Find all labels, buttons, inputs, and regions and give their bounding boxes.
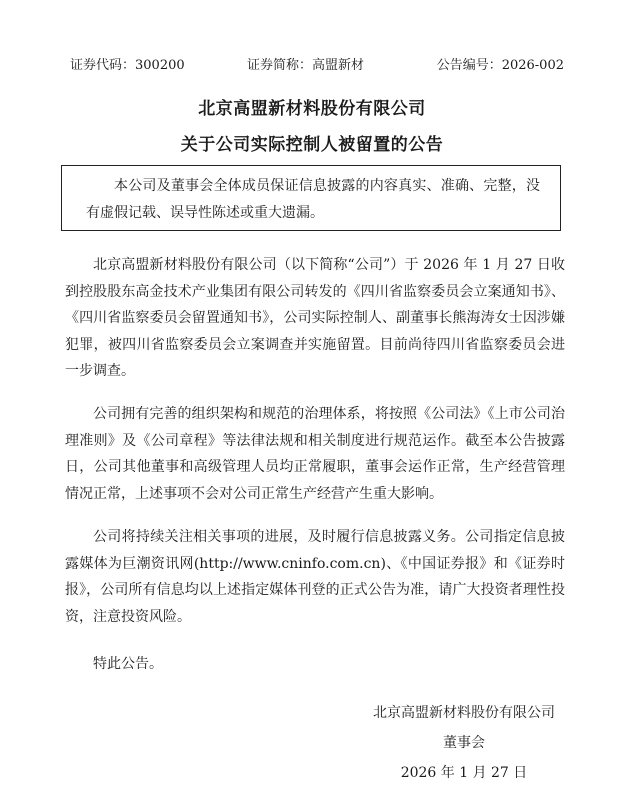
stock-code: 证券代码：300200 — [70, 58, 185, 73]
company-title: 北京高盟新材料股份有限公司 — [198, 99, 426, 119]
body-paragraph-2: 公司拥有完善的组织架构和规范的治理体系，将按照《公司法》《上市公司治理准则》及《公司章程》等法律法规和相关制度进行规范运作。截至本公告披露日，公司其他董事和高级管理人员均正常履职，董事会运作正常，生产经营管理情况正常，上述事项不会对公司正常生产经营产生重大影响。 — [65, 406, 565, 502]
body-paragraph-1: 北京高盟新材料股份有限公司（以下简称“公司”）于 2026 年 1 月 27 日收到控股股东高金技术产业集团有限公司转发的《四川省监察委员会立案通知书》、《四川省监察委员会留置通知书》，公司实际控制人、副董事长熊海涛女士因涉嫌犯罪，被四川省监察委员会立案调查并实施留置。目前尚待四川省监察委员会进一步调查。 — [65, 257, 565, 379]
closing-statement: 特此公告。 — [93, 656, 163, 672]
signature-board: 董事会 — [443, 735, 485, 751]
body-paragraph-3: 公司将持续关注相关事项的进展，及时履行信息披露义务。公司指定信息披露媒体为巨潮资讯网(http://www.cninfo.com.cn)、《中国证券报》和《证券时报》，公司所有信息均以上述指定媒体刊登的正式公告为准，请广大投资者理性投资，注意投资风险。 — [65, 529, 565, 625]
announcement-title: 关于公司实际控制人被留置的公告 — [180, 135, 444, 155]
announcement-number: 公告编号：2026-002 — [436, 58, 564, 73]
declaration-box: 本公司及董事会全体成员保证信息披露的内容真实、准确、完整，没有虚假记载、误导性陈述或重大遗漏。 — [61, 165, 561, 231]
stock-abbreviation: 证券简称：高盟新材 — [247, 58, 365, 73]
announcement-header — [70, 56, 564, 76]
signature-company: 北京高盟新材料股份有限公司 — [373, 705, 555, 721]
signature-date: 2026 年 1 月 27 日 — [400, 765, 528, 781]
